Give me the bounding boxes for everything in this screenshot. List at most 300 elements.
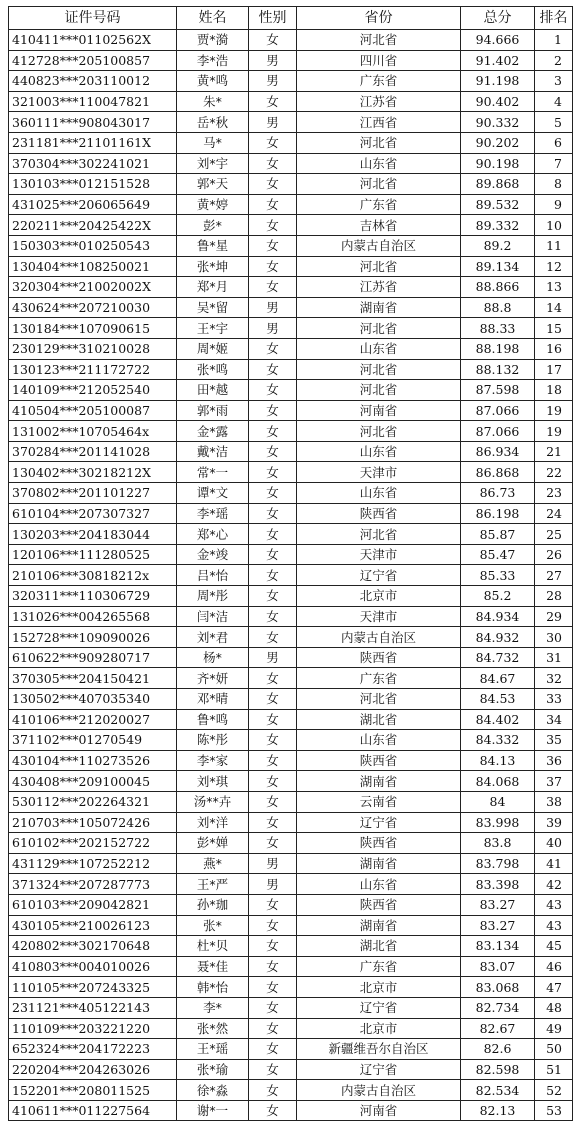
- cell-province: 云南省: [297, 791, 461, 812]
- cell-gender: 女: [249, 277, 297, 298]
- cell-rank: 31: [535, 647, 573, 668]
- cell-name: 金*露: [177, 421, 249, 442]
- cell-province: 陕西省: [297, 833, 461, 854]
- cell-id-number: 410611***011227564: [9, 1100, 177, 1121]
- table-row: [9, 132, 573, 153]
- cell-id-number: 530112***202264321: [9, 791, 177, 812]
- header-rank: 排名: [535, 7, 573, 30]
- cell-rank: 8: [535, 174, 573, 195]
- cell-gender: 男: [249, 112, 297, 133]
- cell-total-score: 91.198: [461, 71, 535, 92]
- cell-rank: 43: [535, 894, 573, 915]
- cell-gender: 男: [249, 874, 297, 895]
- table-row: [9, 441, 573, 462]
- cell-name: 张*坤: [177, 256, 249, 277]
- table-row: [9, 812, 573, 833]
- cell-name: 汤**卉: [177, 791, 249, 812]
- cell-gender: 女: [249, 338, 297, 359]
- cell-total-score: 85.2: [461, 586, 535, 607]
- cell-total-score: 91.402: [461, 50, 535, 71]
- cell-id-number: 231181***21101161X: [9, 132, 177, 153]
- cell-name: 金*竣: [177, 544, 249, 565]
- cell-rank: 30: [535, 627, 573, 648]
- cell-name: 杨*: [177, 647, 249, 668]
- cell-province: 江西省: [297, 112, 461, 133]
- cell-gender: 女: [249, 194, 297, 215]
- cell-id-number: 320304***21002002X: [9, 277, 177, 298]
- cell-gender: 男: [249, 647, 297, 668]
- cell-gender: 女: [249, 380, 297, 401]
- cell-total-score: 83.27: [461, 915, 535, 936]
- cell-rank: 35: [535, 730, 573, 751]
- cell-name: 陈*彤: [177, 730, 249, 751]
- cell-id-number: 130123***211172722: [9, 359, 177, 380]
- cell-total-score: 84.53: [461, 689, 535, 710]
- cell-id-number: 610104***207307327: [9, 503, 177, 524]
- cell-rank: 18: [535, 380, 573, 401]
- table-row: [9, 50, 573, 71]
- cell-name: 邓*晴: [177, 689, 249, 710]
- cell-rank: 16: [535, 338, 573, 359]
- cell-gender: 女: [249, 750, 297, 771]
- cell-province: 北京市: [297, 977, 461, 998]
- cell-name: 刘*宇: [177, 153, 249, 174]
- cell-name: 徐*淼: [177, 1080, 249, 1101]
- table-row: [9, 956, 573, 977]
- cell-total-score: 87.066: [461, 421, 535, 442]
- cell-rank: 51: [535, 1059, 573, 1080]
- cell-total-score: 84.934: [461, 606, 535, 627]
- cell-total-score: 83.8: [461, 833, 535, 854]
- table-row: [9, 750, 573, 771]
- cell-province: 天津市: [297, 462, 461, 483]
- cell-province: 河北省: [297, 318, 461, 339]
- cell-total-score: 84.13: [461, 750, 535, 771]
- cell-id-number: 430408***209100045: [9, 771, 177, 792]
- cell-name: 张*: [177, 915, 249, 936]
- cell-gender: 女: [249, 1100, 297, 1121]
- table-row: [9, 215, 573, 236]
- cell-id-number: 370304***302241021: [9, 153, 177, 174]
- cell-name: 张*瑜: [177, 1059, 249, 1080]
- cell-gender: 女: [249, 1039, 297, 1060]
- cell-gender: 女: [249, 606, 297, 627]
- table-row: [9, 853, 573, 874]
- cell-rank: 43: [535, 915, 573, 936]
- cell-rank: 50: [535, 1039, 573, 1060]
- cell-rank: 34: [535, 709, 573, 730]
- cell-gender: 女: [249, 483, 297, 504]
- cell-total-score: 88.198: [461, 338, 535, 359]
- cell-total-score: 86.868: [461, 462, 535, 483]
- cell-province: 湖北省: [297, 709, 461, 730]
- cell-province: 江苏省: [297, 91, 461, 112]
- cell-gender: 女: [249, 771, 297, 792]
- cell-rank: 13: [535, 277, 573, 298]
- cell-province: 陕西省: [297, 503, 461, 524]
- cell-rank: 23: [535, 483, 573, 504]
- cell-name: 闫*洁: [177, 606, 249, 627]
- cell-id-number: 370305***204150421: [9, 668, 177, 689]
- cell-rank: 1: [535, 30, 573, 51]
- cell-gender: 男: [249, 318, 297, 339]
- cell-province: 辽宁省: [297, 565, 461, 586]
- cell-gender: 女: [249, 689, 297, 710]
- cell-gender: 女: [249, 132, 297, 153]
- cell-total-score: 89.532: [461, 194, 535, 215]
- cell-gender: 男: [249, 50, 297, 71]
- cell-total-score: 90.198: [461, 153, 535, 174]
- cell-name: 黄*婷: [177, 194, 249, 215]
- cell-id-number: 140109***212052540: [9, 380, 177, 401]
- cell-province: 河南省: [297, 400, 461, 421]
- cell-rank: 17: [535, 359, 573, 380]
- table-row: [9, 277, 573, 298]
- cell-rank: 33: [535, 689, 573, 710]
- cell-province: 河北省: [297, 689, 461, 710]
- table-row: [9, 174, 573, 195]
- cell-province: 河北省: [297, 30, 461, 51]
- cell-province: 内蒙古自治区: [297, 1080, 461, 1101]
- cell-province: 山东省: [297, 338, 461, 359]
- cell-rank: 28: [535, 586, 573, 607]
- cell-id-number: 430624***207210030: [9, 297, 177, 318]
- cell-id-number: 131002***10705464x: [9, 421, 177, 442]
- cell-gender: 女: [249, 400, 297, 421]
- cell-province: 广东省: [297, 71, 461, 92]
- cell-province: 北京市: [297, 586, 461, 607]
- cell-name: 吕*怡: [177, 565, 249, 586]
- cell-total-score: 90.402: [461, 91, 535, 112]
- cell-gender: 女: [249, 235, 297, 256]
- cell-province: 湖北省: [297, 936, 461, 957]
- table-row: [9, 91, 573, 112]
- cell-gender: 女: [249, 30, 297, 51]
- table-row: [9, 894, 573, 915]
- cell-province: 广东省: [297, 956, 461, 977]
- cell-gender: 女: [249, 1018, 297, 1039]
- header-name: 姓名: [177, 7, 249, 30]
- cell-rank: 15: [535, 318, 573, 339]
- table-body: [9, 30, 573, 1121]
- cell-id-number: 420802***302170648: [9, 936, 177, 957]
- cell-province: 陕西省: [297, 750, 461, 771]
- cell-total-score: 83.07: [461, 956, 535, 977]
- table-row: [9, 421, 573, 442]
- table-row: [9, 30, 573, 51]
- cell-province: 辽宁省: [297, 997, 461, 1018]
- cell-name: 黄*鸣: [177, 71, 249, 92]
- cell-id-number: 150303***010250543: [9, 235, 177, 256]
- table-row: [9, 689, 573, 710]
- table-row: [9, 997, 573, 1018]
- table-row: [9, 194, 573, 215]
- cell-id-number: 321003***110047821: [9, 91, 177, 112]
- cell-gender: 女: [249, 977, 297, 998]
- cell-gender: 女: [249, 936, 297, 957]
- table-row: [9, 297, 573, 318]
- cell-total-score: 90.332: [461, 112, 535, 133]
- cell-name: 刘*洋: [177, 812, 249, 833]
- cell-province: 天津市: [297, 544, 461, 565]
- cell-id-number: 152201***208011525: [9, 1080, 177, 1101]
- cell-total-score: 84.402: [461, 709, 535, 730]
- cell-rank: 19: [535, 400, 573, 421]
- cell-id-number: 431129***107252212: [9, 853, 177, 874]
- cell-province: 辽宁省: [297, 812, 461, 833]
- cell-name: 贾*漪: [177, 30, 249, 51]
- cell-id-number: 371102***01270549: [9, 730, 177, 751]
- table-row: [9, 1018, 573, 1039]
- cell-name: 谭*文: [177, 483, 249, 504]
- cell-rank: 14: [535, 297, 573, 318]
- table-row: [9, 503, 573, 524]
- table-row: [9, 462, 573, 483]
- cell-province: 河北省: [297, 132, 461, 153]
- cell-gender: 女: [249, 1080, 297, 1101]
- cell-name: 常*一: [177, 462, 249, 483]
- cell-gender: 男: [249, 297, 297, 318]
- cell-id-number: 130502***407035340: [9, 689, 177, 710]
- cell-id-number: 130103***012151528: [9, 174, 177, 195]
- cell-rank: 7: [535, 153, 573, 174]
- cell-rank: 41: [535, 853, 573, 874]
- cell-gender: 女: [249, 503, 297, 524]
- cell-name: 刘*琪: [177, 771, 249, 792]
- cell-rank: 2: [535, 50, 573, 71]
- cell-id-number: 412728***205100857: [9, 50, 177, 71]
- table-row: [9, 936, 573, 957]
- cell-province: 辽宁省: [297, 1059, 461, 1080]
- cell-gender: 女: [249, 894, 297, 915]
- cell-total-score: 83.134: [461, 936, 535, 957]
- cell-id-number: 440823***203110012: [9, 71, 177, 92]
- cell-id-number: 130203***204183044: [9, 524, 177, 545]
- cell-name: 聂*佳: [177, 956, 249, 977]
- cell-gender: 女: [249, 627, 297, 648]
- table-row: [9, 1100, 573, 1121]
- cell-rank: 42: [535, 874, 573, 895]
- cell-id-number: 610103***209042821: [9, 894, 177, 915]
- cell-total-score: 82.534: [461, 1080, 535, 1101]
- cell-name: 朱*: [177, 91, 249, 112]
- cell-province: 山东省: [297, 483, 461, 504]
- cell-total-score: 82.6: [461, 1039, 535, 1060]
- cell-name: 彭*婵: [177, 833, 249, 854]
- table-row: [9, 380, 573, 401]
- table-row: [9, 256, 573, 277]
- cell-province: 广东省: [297, 194, 461, 215]
- cell-province: 新疆维吾尔自治区: [297, 1039, 461, 1060]
- cell-rank: 19: [535, 421, 573, 442]
- cell-name: 郭*天: [177, 174, 249, 195]
- cell-rank: 21: [535, 441, 573, 462]
- cell-province: 河北省: [297, 421, 461, 442]
- table-row: [9, 647, 573, 668]
- cell-gender: 女: [249, 215, 297, 236]
- cell-gender: 女: [249, 524, 297, 545]
- cell-total-score: 83.068: [461, 977, 535, 998]
- table-header: [9, 7, 573, 30]
- cell-rank: 24: [535, 503, 573, 524]
- cell-rank: 6: [535, 132, 573, 153]
- cell-total-score: 84.068: [461, 771, 535, 792]
- cell-gender: 女: [249, 730, 297, 751]
- cell-name: 王*瑶: [177, 1039, 249, 1060]
- cell-name: 王*宇: [177, 318, 249, 339]
- cell-gender: 男: [249, 71, 297, 92]
- cell-total-score: 85.87: [461, 524, 535, 545]
- cell-gender: 女: [249, 997, 297, 1018]
- cell-rank: 12: [535, 256, 573, 277]
- cell-total-score: 89.868: [461, 174, 535, 195]
- header-gender: 性别: [249, 7, 297, 30]
- cell-id-number: 152728***109090026: [9, 627, 177, 648]
- cell-total-score: 87.066: [461, 400, 535, 421]
- cell-rank: 25: [535, 524, 573, 545]
- table-row: [9, 668, 573, 689]
- cell-rank: 32: [535, 668, 573, 689]
- cell-gender: 女: [249, 791, 297, 812]
- cell-total-score: 94.666: [461, 30, 535, 51]
- cell-province: 北京市: [297, 1018, 461, 1039]
- cell-total-score: 87.598: [461, 380, 535, 401]
- cell-gender: 女: [249, 1059, 297, 1080]
- cell-id-number: 652324***204172223: [9, 1039, 177, 1060]
- table-row: [9, 730, 573, 751]
- cell-rank: 37: [535, 771, 573, 792]
- cell-name: 齐*妍: [177, 668, 249, 689]
- cell-id-number: 210106***30818212x: [9, 565, 177, 586]
- table-row: [9, 153, 573, 174]
- cell-province: 江苏省: [297, 277, 461, 298]
- table-row: [9, 359, 573, 380]
- cell-name: 李*瑶: [177, 503, 249, 524]
- cell-total-score: 86.934: [461, 441, 535, 462]
- cell-province: 湖南省: [297, 771, 461, 792]
- cell-rank: 48: [535, 997, 573, 1018]
- cell-total-score: 84.67: [461, 668, 535, 689]
- cell-id-number: 410504***205100087: [9, 400, 177, 421]
- cell-name: 李*家: [177, 750, 249, 771]
- table-row: [9, 524, 573, 545]
- cell-id-number: 371324***207287773: [9, 874, 177, 895]
- cell-gender: 女: [249, 91, 297, 112]
- cell-gender: 女: [249, 586, 297, 607]
- cell-total-score: 89.2: [461, 235, 535, 256]
- cell-total-score: 82.67: [461, 1018, 535, 1039]
- cell-name: 戴*洁: [177, 441, 249, 462]
- table-row: [9, 709, 573, 730]
- cell-rank: 9: [535, 194, 573, 215]
- cell-id-number: 410411***01102562X: [9, 30, 177, 51]
- cell-gender: 女: [249, 174, 297, 195]
- cell-name: 鲁*星: [177, 235, 249, 256]
- cell-name: 岳*秋: [177, 112, 249, 133]
- cell-id-number: 110109***203221220: [9, 1018, 177, 1039]
- cell-id-number: 230129***310210028: [9, 338, 177, 359]
- cell-name: 张*然: [177, 1018, 249, 1039]
- table-row: [9, 112, 573, 133]
- cell-name: 李*浩: [177, 50, 249, 71]
- cell-province: 山东省: [297, 153, 461, 174]
- cell-rank: 39: [535, 812, 573, 833]
- cell-name: 周*姬: [177, 338, 249, 359]
- cell-rank: 40: [535, 833, 573, 854]
- cell-rank: 3: [535, 71, 573, 92]
- cell-gender: 女: [249, 421, 297, 442]
- cell-id-number: 220211***20425422X: [9, 215, 177, 236]
- cell-rank: 52: [535, 1080, 573, 1101]
- cell-province: 内蒙古自治区: [297, 627, 461, 648]
- table-row: [9, 1080, 573, 1101]
- cell-id-number: 120106***111280525: [9, 544, 177, 565]
- cell-rank: 38: [535, 791, 573, 812]
- cell-gender: 女: [249, 153, 297, 174]
- cell-total-score: 86.198: [461, 503, 535, 524]
- cell-rank: 47: [535, 977, 573, 998]
- cell-province: 河北省: [297, 174, 461, 195]
- cell-rank: 26: [535, 544, 573, 565]
- cell-rank: 10: [535, 215, 573, 236]
- cell-total-score: 84: [461, 791, 535, 812]
- table-row: [9, 338, 573, 359]
- cell-province: 山东省: [297, 441, 461, 462]
- cell-province: 湖南省: [297, 915, 461, 936]
- cell-total-score: 83.798: [461, 853, 535, 874]
- cell-gender: 女: [249, 833, 297, 854]
- cell-name: 彭*: [177, 215, 249, 236]
- cell-name: 周*彤: [177, 586, 249, 607]
- table-row: [9, 627, 573, 648]
- cell-id-number: 131026***004265568: [9, 606, 177, 627]
- table-row: [9, 833, 573, 854]
- cell-id-number: 130184***107090615: [9, 318, 177, 339]
- cell-total-score: 85.47: [461, 544, 535, 565]
- table-row: [9, 606, 573, 627]
- cell-name: 王*严: [177, 874, 249, 895]
- cell-id-number: 210703***105072426: [9, 812, 177, 833]
- cell-gender: 女: [249, 441, 297, 462]
- cell-id-number: 430104***110273526: [9, 750, 177, 771]
- cell-id-number: 231121***405122143: [9, 997, 177, 1018]
- table-row: [9, 1039, 573, 1060]
- table-row: [9, 483, 573, 504]
- cell-total-score: 84.732: [461, 647, 535, 668]
- cell-rank: 36: [535, 750, 573, 771]
- cell-province: 河北省: [297, 524, 461, 545]
- cell-province: 河北省: [297, 380, 461, 401]
- table-row: [9, 915, 573, 936]
- cell-total-score: 83.998: [461, 812, 535, 833]
- cell-gender: 女: [249, 462, 297, 483]
- cell-province: 湖南省: [297, 297, 461, 318]
- cell-name: 吴*留: [177, 297, 249, 318]
- cell-gender: 女: [249, 956, 297, 977]
- cell-rank: 49: [535, 1018, 573, 1039]
- cell-rank: 5: [535, 112, 573, 133]
- table-row: [9, 1059, 573, 1080]
- cell-province: 河南省: [297, 1100, 461, 1121]
- table-row: [9, 235, 573, 256]
- cell-province: 天津市: [297, 606, 461, 627]
- header-total-score: 总分: [461, 7, 535, 30]
- cell-gender: 女: [249, 812, 297, 833]
- cell-total-score: 82.13: [461, 1100, 535, 1121]
- cell-name: 张*鸣: [177, 359, 249, 380]
- cell-name: 燕*: [177, 853, 249, 874]
- cell-id-number: 110105***207243325: [9, 977, 177, 998]
